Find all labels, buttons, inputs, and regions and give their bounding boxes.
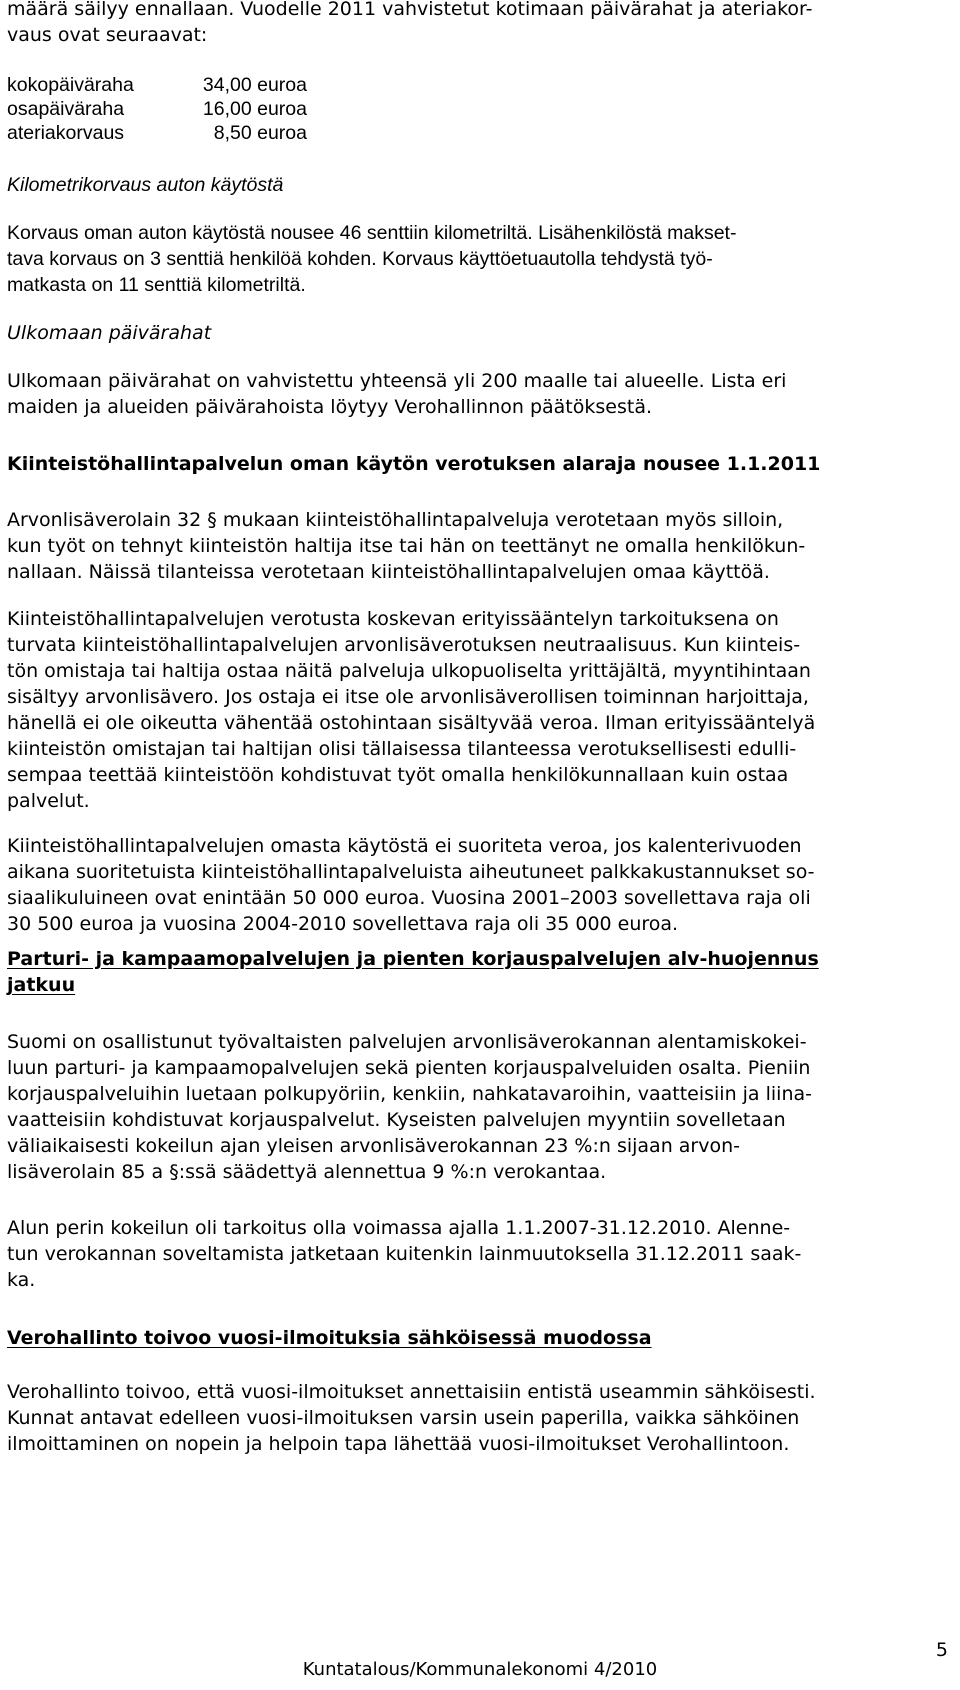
intro-paragraph <box>7 0 947 48</box>
barber-heading-line: Parturi- ja kampaamopalvelujen ja pienten korjauspalvelujen alv-huojennus <box>7 948 819 970</box>
property-paragraph-3 <box>7 833 947 937</box>
allowance-label: kokopäiväraha <box>7 74 134 96</box>
text-line: palvelut. <box>7 790 90 812</box>
foreign-heading-block <box>7 320 947 346</box>
text-line: tun verokannan soveltamista jatketaan kuitenkin lainmuutoksella 31.12.2011 saak- <box>7 1243 802 1265</box>
barber-heading-line: jatkuu <box>7 974 76 996</box>
text-line: nallaan. Näissä tilanteissa verotetaan kiinteistöhallintapalvelujen omaa käyttöä. <box>7 561 770 583</box>
text-line: matkasta on 11 senttiä kilometriltä. <box>7 274 306 296</box>
text-line: korjauspalveluihin luetaan polkupyöriin, kenkiin, nahkatavaroihin, vaatteisiin ja liina- <box>7 1083 812 1105</box>
text-fragment: :ssä säädettyä alennettua 9 %:n verokantaa. <box>178 1161 607 1183</box>
text-line: ka. <box>7 1269 36 1291</box>
allowance-label: ateriakorvaus <box>7 122 125 144</box>
page-footer: Kuntatalous/Kommunalekonomi 4/2010 <box>302 1659 658 1680</box>
foreign-heading: Ulkomaan päivärahat <box>7 322 212 344</box>
text-line: Suomi on osallistunut työvaltaisten palvelujen arvonlisäverokannan alentamiskokei- <box>7 1031 807 1053</box>
text-line: ilmoittaminen on nopein ja helpoin tapa lähettää vuosi-ilmoitukset Verohallintoon. <box>7 1433 790 1455</box>
text-line: Ulkomaan päivärahat on vahvistettu yhteensä yli 200 maalle tai alueelle. Lista eri <box>7 370 787 392</box>
allowance-amount: 16,00 euroa <box>202 98 307 120</box>
text-line: Alun perin kokeilun oli tarkoitus olla voimassa ajalla 1.1.2007-31.12.2010. Alenne- <box>7 1217 791 1239</box>
text-line: vaus ovat seuraavat: <box>7 24 208 46</box>
text-line: sisältyy arvonlisävero. Jos ostaja ei itse ole arvonlisäverollisen toiminnan harjoittaja, <box>7 686 809 708</box>
km-paragraph <box>7 220 947 298</box>
text-fragment: Arvonlisäverolain 32 <box>7 509 202 531</box>
text-line: Kiinteistöhallintapalvelujen verotusta koskevan erityissääntelyn tarkoituksena on <box>7 608 779 630</box>
text-line: hänellä ei ole oikeutta vähentää ostohintaan sisältyvää veroa. Ilman erityissääntelyä <box>7 712 816 734</box>
text-line: määrä säilyy ennallaan. Vuodelle 2011 vahvistetut kotimaan päivärahat ja ateriakor- <box>7 0 813 20</box>
section-sign: § <box>207 509 217 531</box>
property-paragraph-2 <box>7 606 947 814</box>
text-line: aikana suoritetuista kiinteistöhallintapalveluista aiheutuneet palkkakustannukset so- <box>7 861 815 883</box>
text-line: maiden ja alueiden päivärahoista löytyy Verohallinnon päätöksestä. <box>7 396 652 418</box>
text-line <box>7 507 947 533</box>
text-fragment: lisäverolain 85 a <box>7 1161 164 1183</box>
efile-heading: Verohallinto toivoo vuosi-ilmoituksia sähköisessä muodossa <box>7 1327 652 1349</box>
foreign-paragraph <box>7 368 947 420</box>
text-line: 30 500 euroa ja vuosina 2004-2010 sovellettava raja oli 35 000 euroa. <box>7 913 679 935</box>
text-fragment: mukaan kiinteistöhallintapalveluja verotetaan myös silloin, <box>222 509 784 531</box>
text-line: kun työt on tehnyt kiinteistön haltija itse tai hän on teettänyt ne omalla henkilökun- <box>7 535 806 557</box>
text-line: Korvaus oman auton käytöstä nousee 46 senttiin kilometriltä. Lisähenkilöstä makset- <box>7 222 737 244</box>
allowance-label: osapäiväraha <box>7 98 125 120</box>
text-line: Kiinteistöhallintapalvelujen omasta käytöstä ei suoriteta veroa, jos kalenterivuoden <box>7 835 802 857</box>
barber-heading-block <box>7 946 947 998</box>
barber-paragraph-1 <box>7 1029 947 1185</box>
allowance-amount: 8,50 euroa <box>213 122 307 144</box>
page-number: 5 <box>935 1639 948 1661</box>
property-heading: Kiinteistöhallintapalvelun oman käytön verotuksen alaraja nousee 1.1.2011 <box>7 453 821 475</box>
text-line: siaalikuluineen ovat enintään 50 000 euroa. Vuosina 2001–2003 sovellettava raja oli <box>7 887 811 909</box>
text-line: luun parturi- ja kampaamopalvelujen sekä pienten korjauspalveluiden osalta. Pieniin <box>7 1057 811 1079</box>
text-line: turvata kiinteistöhallintapalvelujen arvonlisäverotuksen neutraalisuus. Kun kiinteis- <box>7 634 801 656</box>
text-line: väliaikaisesti kokeilun ajan yleisen arvonlisäverokannan 23 %:n sijaan arvon- <box>7 1135 741 1157</box>
text-line: sempaa teettää kiinteistöön kohdistuvat työt omalla henkilökunnallaan kuin ostaa <box>7 764 789 786</box>
allowance-amount: 34,00 euroa <box>202 74 307 96</box>
text-line: Verohallinto toivoo, että vuosi-ilmoitukset annettaisiin entistä useammin sähköisesti. <box>7 1381 816 1403</box>
text-line: tava korvaus on 3 senttiä henkilöä kohden. Korvaus käyttöetuautolla tehdystä työ- <box>7 248 713 270</box>
text-line <box>7 1159 947 1185</box>
text-line: tön omistaja tai haltija ostaa näitä palveluja ulkopuoliselta yrittäjältä, myyntihintaan <box>7 660 811 682</box>
text-line: kiinteistön omistajan tai haltijan olisi tällaisessa tilanteessa verotuksellisesti edulli- <box>7 738 797 760</box>
property-paragraph-1 <box>7 507 947 585</box>
text-line: vaatteisiin kohdistuvat korjauspalvelut. Kyseisten palvelujen myyntiin sovelletaan <box>7 1109 786 1131</box>
efile-paragraph <box>7 1379 947 1457</box>
section-sign: § <box>169 1161 179 1183</box>
barber-paragraph-2 <box>7 1215 947 1293</box>
property-heading-block <box>7 451 947 477</box>
text-line: Kunnat antavat edelleen vuosi-ilmoituksen varsin usein paperilla, vaikka sähköinen <box>7 1407 800 1429</box>
km-heading: Kilometrikorvaus auton käytöstä <box>7 174 284 196</box>
km-heading-block <box>7 172 947 198</box>
efile-heading-block <box>7 1325 947 1351</box>
